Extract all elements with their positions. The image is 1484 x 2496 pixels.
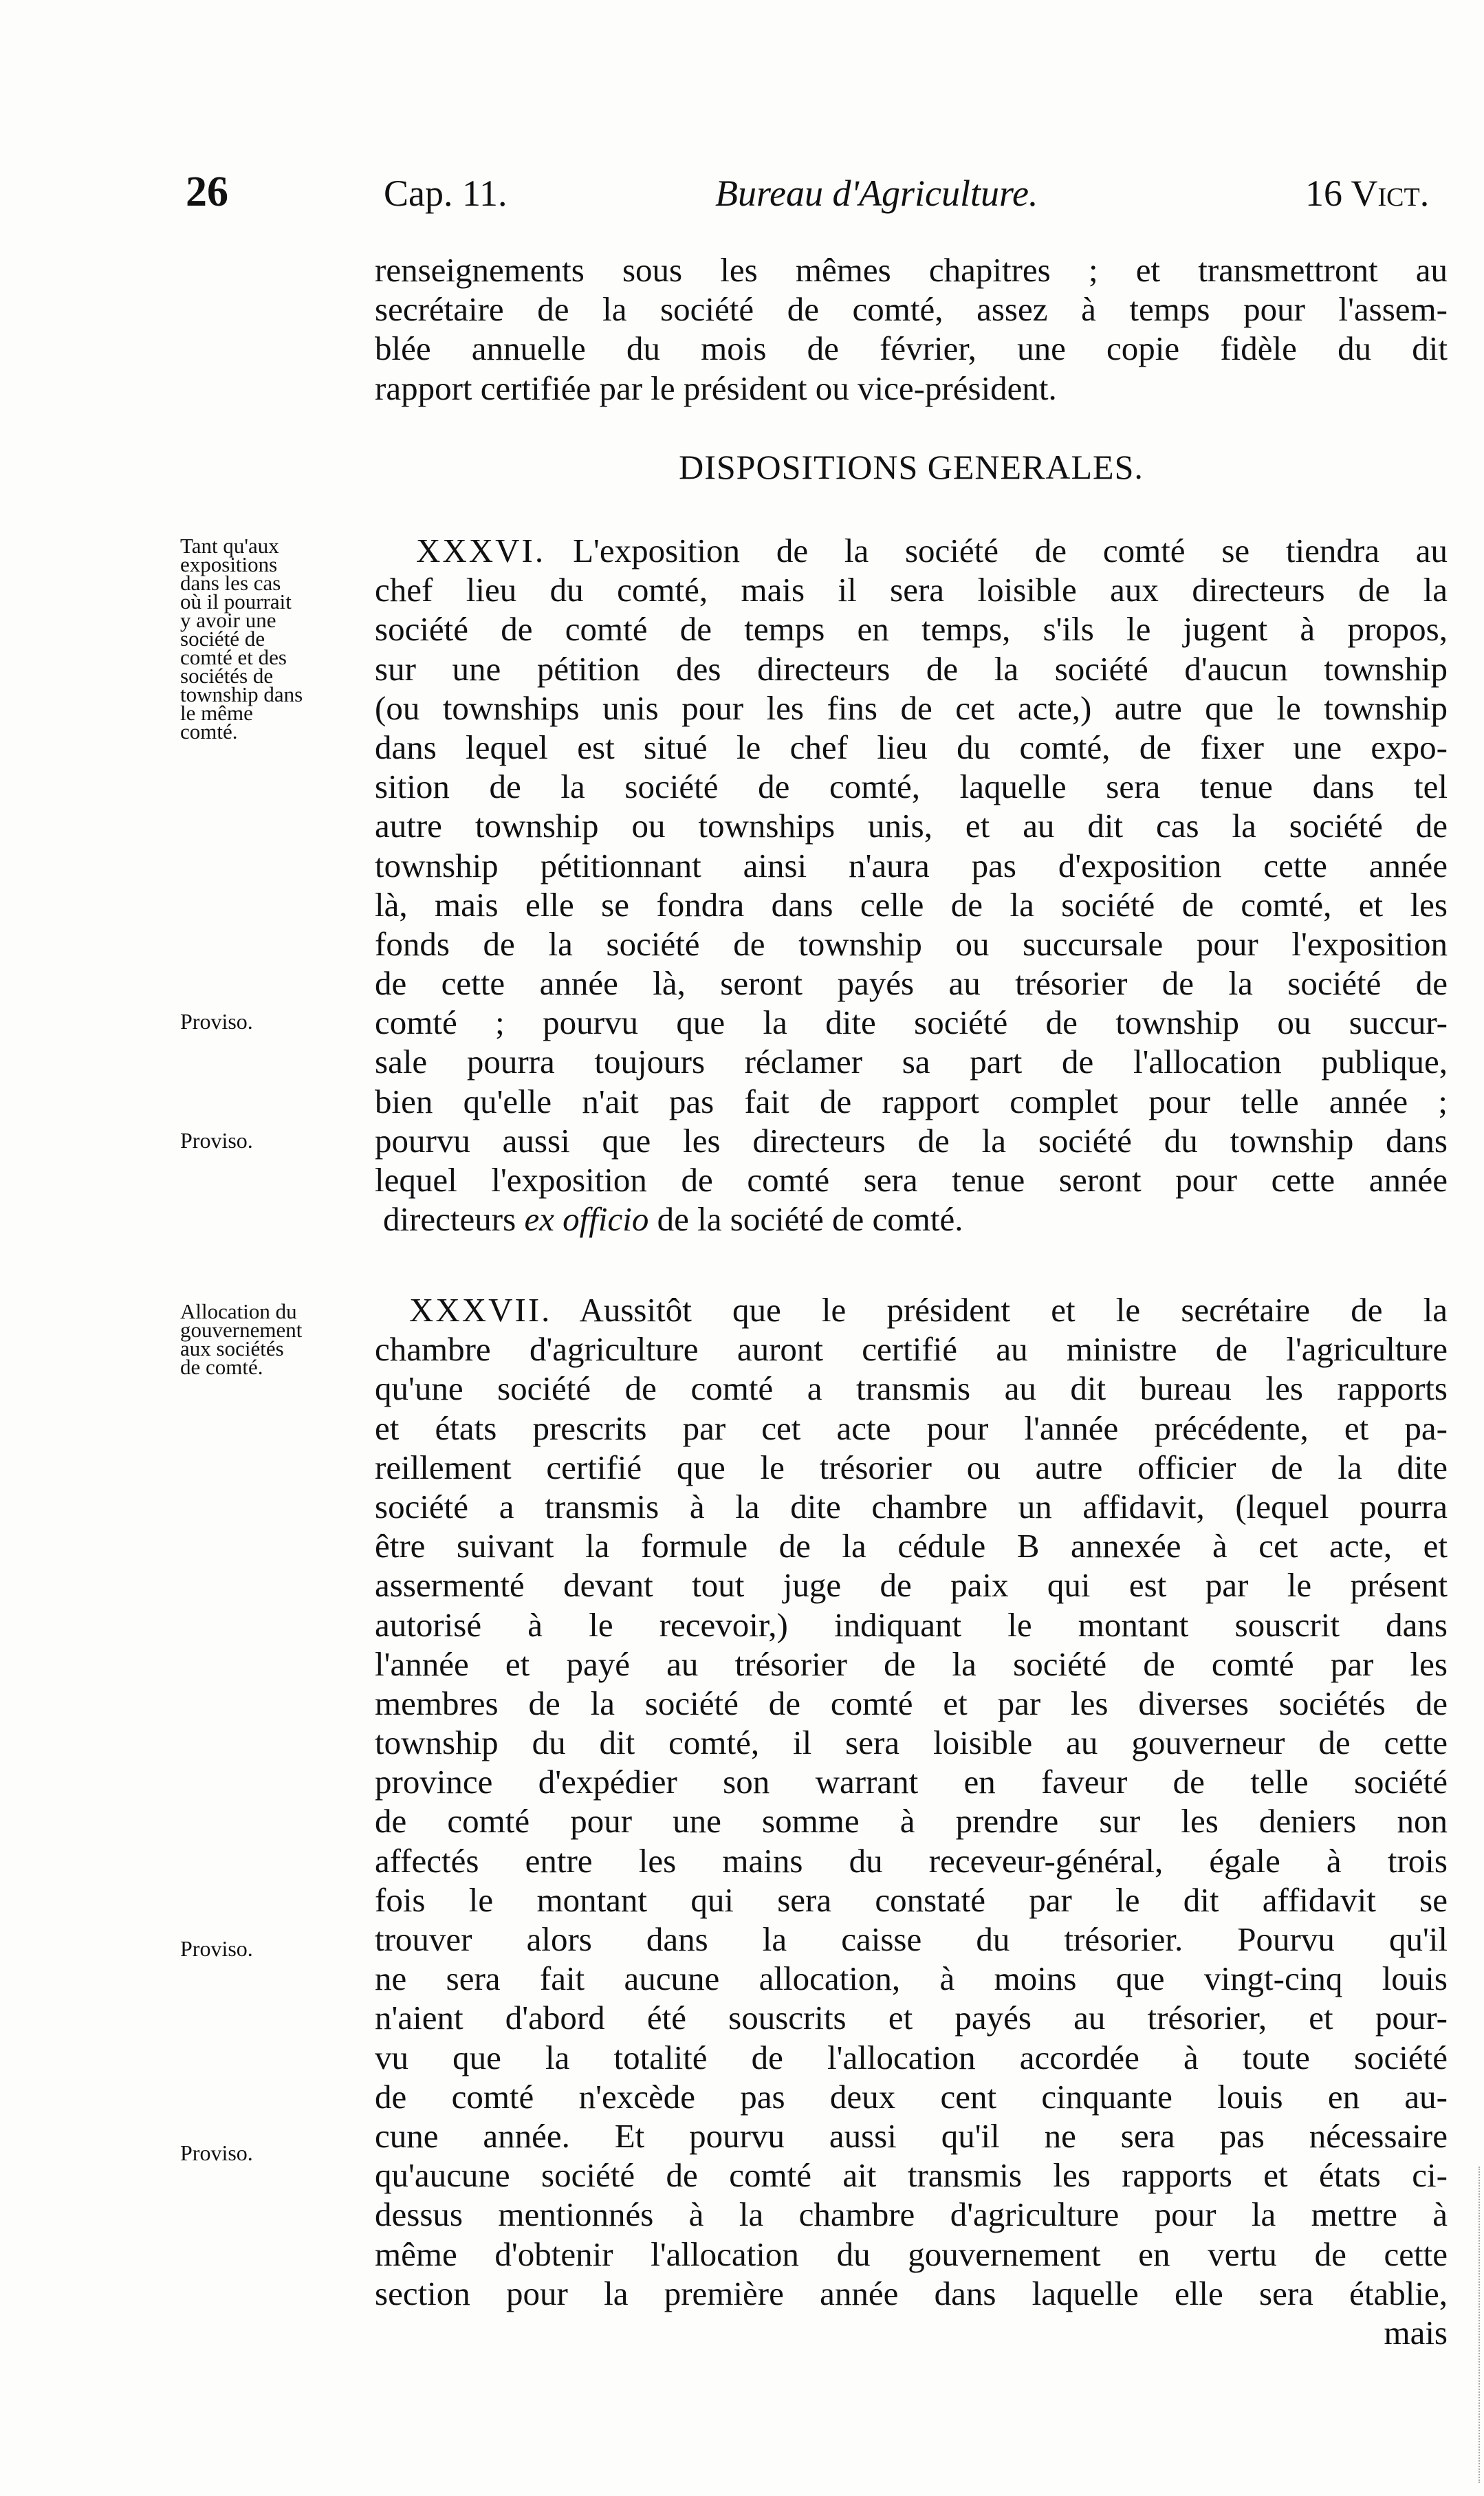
text-line-last	[375, 1200, 1448, 1239]
text-line: trouver alors dans la caisse du trésorier. Pourvu qu'il	[375, 1920, 1448, 1958]
text-line: section pour la première année dans laquelle elle sera établie,	[375, 2274, 1448, 2312]
margin-note-line: y avoir une	[180, 608, 276, 632]
text-line: affectés entre les mains du receveur-général, égale à trois	[375, 1841, 1448, 1880]
text-line: lequel l'exposition de comté sera tenue seront pour cette année	[375, 1161, 1448, 1199]
margin-note-line: expositions	[180, 552, 278, 576]
text-line: renseignements sous les mêmes chapitres ; et transmettront au	[375, 251, 1448, 289]
running-title: Bureau d'Agriculture.	[715, 173, 1038, 214]
text-fragment: directeurs	[383, 1200, 516, 1239]
section-number: XXXVII.	[409, 1291, 552, 1329]
margin-note-37	[180, 1299, 369, 1379]
margin-note-line: dans les cas	[180, 571, 281, 595]
page-edge-mark	[1478, 2167, 1482, 2483]
intro-paragraph	[375, 250, 1448, 408]
catchword: mais	[1384, 2313, 1448, 2352]
section-title: DISPOSITIONS GENERALES.	[679, 448, 1144, 486]
margin-note-line: où il pourrait	[180, 589, 292, 614]
text-line: société de comté de temps en temps, s'ils le jugent à propos,	[375, 610, 1448, 649]
text-line: autre township ou townships unis, et au dit cas la société de	[375, 807, 1448, 845]
text-line: être suivant la formule de la cédule B annexée à cet acte, et	[375, 1527, 1448, 1565]
margin-note-line: comté et des	[180, 645, 287, 669]
page-number: 26	[186, 169, 228, 215]
text-line: fonds de la société de township ou succursale pour l'exposition	[375, 924, 1448, 963]
margin-note-line: township dans	[180, 682, 303, 706]
section-37	[375, 1290, 1448, 2352]
margin-note-line: sociétés de	[180, 664, 274, 688]
text-line: assermenté devant tout juge de paix qui est par le présent	[375, 1566, 1448, 1605]
text-line: autorisé à le recevoir,) indiquant le montant souscrit dans	[375, 1605, 1448, 1644]
text-line: là, mais elle se fondra dans celle de la société de comté, et les	[375, 885, 1448, 924]
text-line: reillement certifié que le trésorier ou autre officier de la dite	[375, 1448, 1448, 1486]
margin-note-line: aux sociétés	[180, 1336, 284, 1360]
text-line: même d'obtenir l'allocation du gouvernement en vertu de cette	[375, 2235, 1448, 2273]
section-first-line	[375, 1290, 1448, 1330]
proviso-label: Proviso.	[180, 1936, 253, 1961]
text-line: province d'expédier son warrant en faveur de telle société	[375, 1763, 1448, 1801]
margin-note-line: de comté.	[180, 1355, 263, 1379]
italic-term: ex officio	[524, 1200, 649, 1239]
proviso-label: Proviso.	[180, 2140, 253, 2165]
text-line: township du dit comté, il sera loisible au gouverneur de cette	[375, 1724, 1448, 1762]
text-line: de comté n'excède pas deux cent cinquante louis en au-	[375, 2077, 1448, 2116]
text-line: rapport certifiée par le président ou vice-président.	[375, 369, 1057, 407]
text-line: qu'aucune société de comté ait transmis les rapports et états ci-	[375, 2156, 1448, 2195]
text-line: sur une pétition des directeurs de la société d'aucun township	[375, 649, 1448, 688]
section-number: XXXVI.	[416, 532, 546, 569]
margin-note-line: comté.	[180, 719, 238, 744]
text-fragment: de la société de comté.	[657, 1200, 963, 1239]
text-line: de cette année là, seront payés au trésorier de la société de	[375, 964, 1448, 1003]
text-line: dans lequel est situé le chef lieu du comté, de fixer une expo-	[375, 728, 1448, 766]
section-36	[375, 531, 1448, 1239]
text-line: vu que la totalité de l'allocation accordée à toute société	[375, 2038, 1448, 2076]
text-line: (ou townships unis pour les fins de cet acte,) autre que le township	[375, 688, 1448, 727]
text-line: chambre d'agriculture auront certifié au ministre de l'agriculture	[375, 1330, 1448, 1369]
text-line: cune année. Et pourvu aussi qu'il ne sera pas nécessaire	[375, 2116, 1448, 2155]
text-line: bien qu'elle n'ait pas fait de rapport complet pour telle année ;	[375, 1082, 1448, 1120]
margin-note-line: Allocation du	[180, 1299, 297, 1323]
text-line: sition de la société de comté, laquelle sera tenue dans tel	[375, 768, 1448, 806]
text-line: membres de la société de comté et par les diverses sociétés de	[375, 1684, 1448, 1722]
section-first-line	[375, 531, 1448, 570]
text-line: dessus mentionnés à la chambre d'agriculture pour la mettre à	[375, 2195, 1448, 2234]
text-line: ne sera fait aucune allocation, à moins que vingt-cinq louis	[375, 1960, 1448, 1998]
text-line: l'année et payé au trésorier de la société de comté par les	[375, 1645, 1448, 1683]
text-line: L'exposition de la société de comté se tiendra au	[573, 532, 1448, 569]
text-line: qu'une société de comté a transmis au dit bureau les rapports	[375, 1369, 1448, 1408]
text-line: township pétitionnant ainsi n'aura pas d'exposition cette année	[375, 846, 1448, 885]
margin-note-36	[180, 534, 369, 744]
margin-note-line: société de	[180, 627, 265, 651]
chapter-label: Cap. 11.	[384, 173, 508, 214]
text-line: chef lieu du comté, mais il sera loisible aux directeurs de la	[375, 571, 1448, 609]
margin-note-line: Tant qu'aux	[180, 534, 279, 558]
proviso-label: Proviso.	[180, 1128, 253, 1153]
text-line: sale pourra toujours réclamer sa part de l'allocation publique,	[375, 1043, 1448, 1081]
text-line: n'aient d'abord été souscrits et payés au trésorier, et pour-	[375, 1999, 1448, 2037]
text-line: fois le montant qui sera constaté par le dit affidavit se	[375, 1880, 1448, 1919]
proviso-label: Proviso.	[180, 1009, 253, 1034]
text-line: et états prescrits par cet acte pour l'année précédente, et pa-	[375, 1409, 1448, 1447]
regnal-year: 16 Vict.	[1305, 173, 1430, 214]
text-line: Aussitôt que le président et le secrétaire de la	[579, 1291, 1448, 1329]
text-line: pourvu aussi que les directeurs de la société du township dans	[375, 1121, 1448, 1160]
text-line: de comté pour une somme à prendre sur les deniers non	[375, 1802, 1448, 1841]
margin-note-line: gouvernement	[180, 1318, 303, 1342]
text-line: société a transmis à la dite chambre un affidavit, (lequel pourra	[375, 1487, 1448, 1526]
margin-note-line: le même	[180, 701, 253, 725]
text-line: blée annuelle du mois de février, une copie fidèle du dit	[375, 329, 1448, 368]
text-line: secrétaire de la société de comté, assez à temps pour l'assem-	[375, 290, 1448, 329]
text-line: comté ; pourvu que la dite société de township ou succur-	[375, 1003, 1448, 1042]
